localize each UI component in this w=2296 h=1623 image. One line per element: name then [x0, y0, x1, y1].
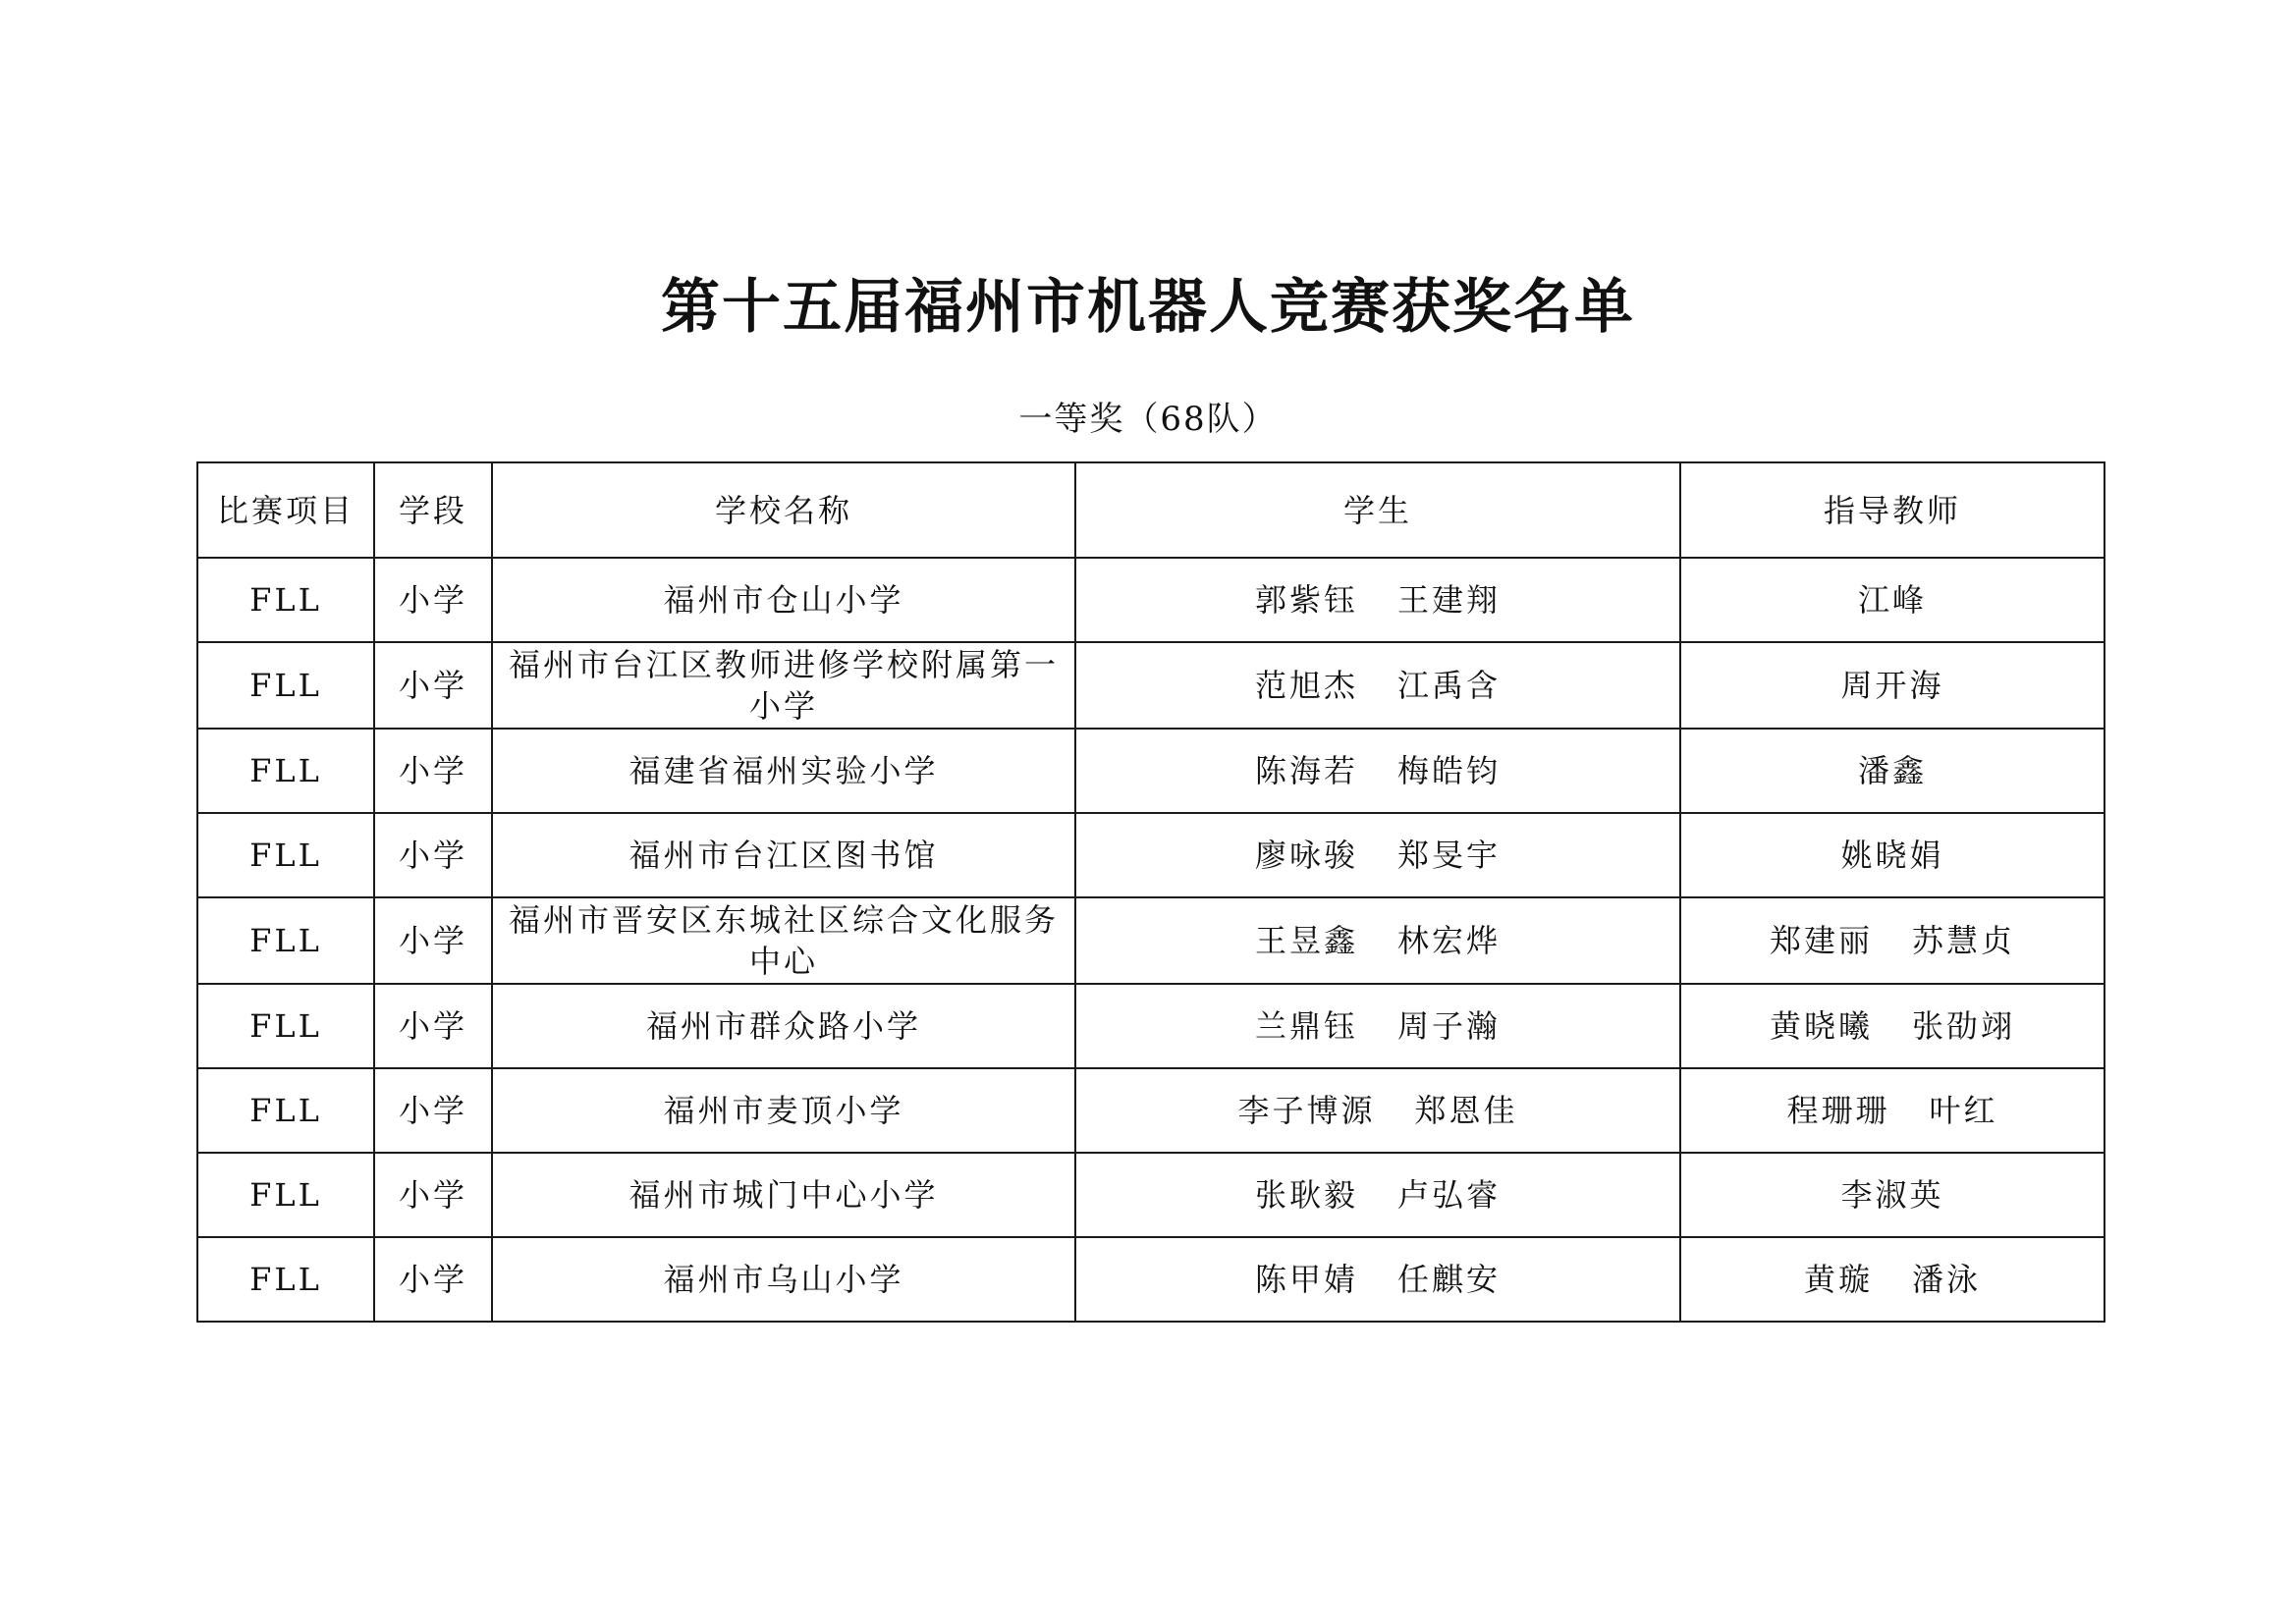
school-cell: 福州市群众路小学 [492, 984, 1075, 1068]
student-name: 周子瀚 [1397, 1007, 1502, 1045]
students-cell [1075, 984, 1680, 1068]
student-name: 陈甲婧 [1254, 1261, 1358, 1298]
table-row [197, 1237, 2105, 1322]
teachers-cell [1680, 558, 2105, 642]
school-cell: 福州市麦顶小学 [492, 1068, 1075, 1153]
teacher-name: 李淑英 [1840, 1176, 1944, 1214]
stage-cell: 小学 [374, 1068, 492, 1153]
student-name: 林宏烨 [1397, 922, 1502, 959]
school-cell: 福州市台江区教师进修学校附属第一小学 [492, 642, 1075, 729]
teachers-cell [1680, 729, 2105, 813]
school-cell: 福州市乌山小学 [492, 1237, 1075, 1322]
stage-cell: 小学 [374, 897, 492, 984]
teachers-cell [1680, 813, 2105, 897]
teacher-name: 叶红 [1929, 1092, 1998, 1129]
teacher-name: 江峰 [1857, 581, 1927, 619]
teacher-name: 黄晓曦 [1769, 1007, 1873, 1045]
school-cell: 福州市城门中心小学 [492, 1153, 1075, 1237]
page-title: 第十五届福州市机器人竞赛获奖名单 [661, 273, 1635, 342]
student-name: 卢弘睿 [1397, 1176, 1502, 1214]
stage-cell: 小学 [374, 984, 492, 1068]
stage-cell: 小学 [374, 1237, 492, 1322]
student-name: 李子博源 [1237, 1092, 1376, 1129]
students-cell [1075, 642, 1680, 729]
students-cell [1075, 1237, 1680, 1322]
table-row [197, 897, 2105, 984]
teacher-name: 黄璇 [1803, 1261, 1873, 1298]
school-cell: 福建省福州实验小学 [492, 729, 1075, 813]
student-name: 王昱鑫 [1254, 922, 1358, 959]
students-cell [1075, 729, 1680, 813]
table-row [197, 558, 2105, 642]
student-name: 江禹含 [1397, 667, 1502, 704]
teacher-name: 张劭翊 [1912, 1007, 2016, 1045]
students-cell [1075, 558, 1680, 642]
school-cell: 福州市晋安区东城社区综合文化服务中心 [492, 897, 1075, 984]
teacher-name: 程珊珊 [1786, 1092, 1890, 1129]
teacher-name: 姚晓娟 [1840, 837, 1944, 874]
students-cell [1075, 813, 1680, 897]
teachers-cell [1680, 1237, 2105, 1322]
stage-cell: 小学 [374, 729, 492, 813]
project-cell: FLL [197, 984, 374, 1068]
project-cell: FLL [197, 897, 374, 984]
project-cell: FLL [197, 729, 374, 813]
teacher-name: 潘泳 [1912, 1261, 1982, 1298]
teacher-name: 苏慧贞 [1912, 922, 2016, 959]
student-name: 任麒安 [1397, 1261, 1502, 1298]
teacher-name: 郑建丽 [1769, 922, 1873, 959]
project-cell: FLL [197, 813, 374, 897]
student-name: 郭紫钰 [1254, 581, 1358, 619]
stage-cell: 小学 [374, 642, 492, 729]
table-row [197, 729, 2105, 813]
student-name: 张耿毅 [1254, 1176, 1358, 1214]
stage-cell: 小学 [374, 1153, 492, 1237]
student-name: 范旭杰 [1254, 667, 1358, 704]
teacher-name: 周开海 [1840, 667, 1944, 704]
teachers-cell [1680, 1068, 2105, 1153]
award-subtitle: 一等奖（68队） [1018, 400, 1278, 439]
teachers-cell [1680, 984, 2105, 1068]
table-row [197, 1153, 2105, 1237]
project-cell: FLL [197, 642, 374, 729]
project-cell: FLL [197, 558, 374, 642]
students-cell [1075, 1068, 1680, 1153]
table-row [197, 813, 2105, 897]
teachers-cell [1680, 642, 2105, 729]
header-stage: 学段 [374, 462, 492, 558]
project-cell: FLL [197, 1237, 374, 1322]
student-name: 郑恩佳 [1414, 1092, 1518, 1129]
stage-cell: 小学 [374, 558, 492, 642]
teachers-cell [1680, 1153, 2105, 1237]
table-header-row [197, 462, 2105, 558]
teachers-cell [1680, 897, 2105, 984]
header-school: 学校名称 [492, 462, 1075, 558]
table-row [197, 642, 2105, 729]
table-row [197, 1068, 2105, 1153]
student-name: 廖咏骏 [1254, 837, 1358, 874]
student-name: 王建翔 [1397, 581, 1502, 619]
student-name: 兰鼎钰 [1254, 1007, 1358, 1045]
header-teachers: 指导教师 [1680, 462, 2105, 558]
students-cell [1075, 1153, 1680, 1237]
school-cell: 福州市仓山小学 [492, 558, 1075, 642]
header-project: 比赛项目 [197, 462, 374, 558]
table-row [197, 984, 2105, 1068]
student-name: 郑旻宇 [1397, 837, 1502, 874]
student-name: 梅皓钧 [1397, 752, 1502, 789]
student-name: 陈海若 [1254, 752, 1358, 789]
teacher-name: 潘鑫 [1857, 752, 1927, 789]
stage-cell: 小学 [374, 813, 492, 897]
students-cell [1075, 897, 1680, 984]
project-cell: FLL [197, 1153, 374, 1237]
project-cell: FLL [197, 1068, 374, 1153]
school-cell: 福州市台江区图书馆 [492, 813, 1075, 897]
header-students: 学生 [1075, 462, 1680, 558]
award-table [196, 461, 2105, 1323]
